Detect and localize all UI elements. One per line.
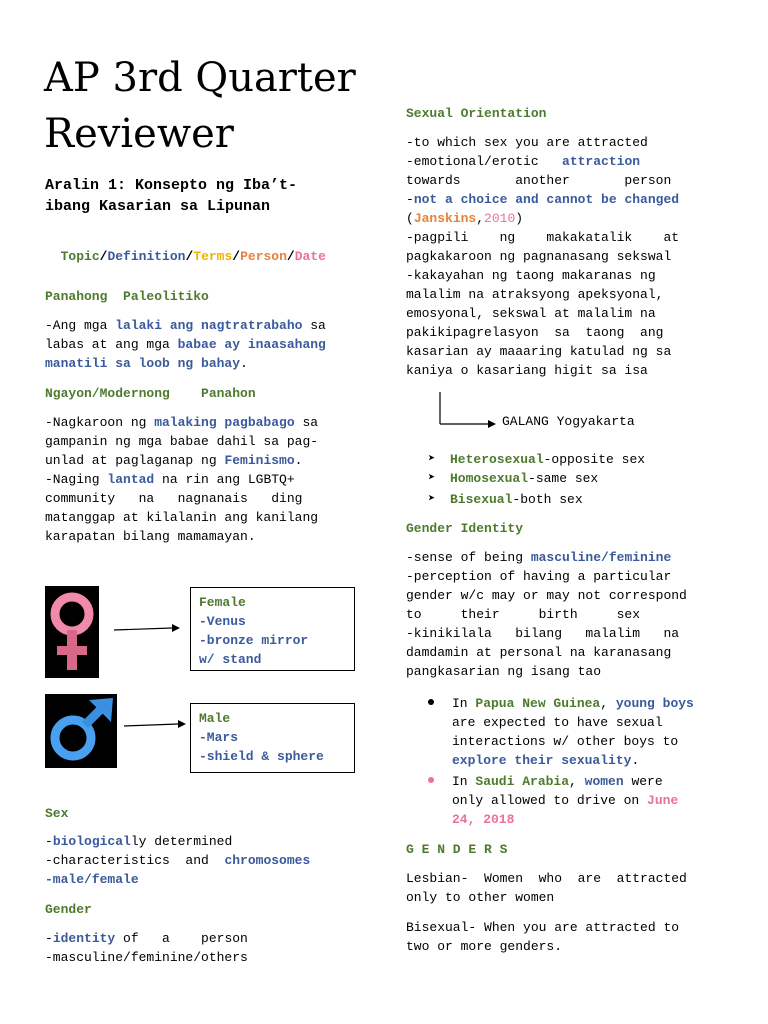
bullet-dot-icon	[428, 777, 434, 783]
orientation-heading: Sexual Orientation	[406, 106, 547, 121]
text: sa	[302, 318, 326, 333]
arrow-bullet-icon: ➤	[428, 492, 436, 506]
type-desc: -both sex	[512, 492, 583, 507]
type-desc: -opposite sex	[543, 452, 646, 467]
orientation-line-12: kasarian ay maaaring katulad ng sa	[406, 344, 672, 359]
legend-sep: /	[185, 249, 194, 264]
modern-line-1	[45, 413, 318, 432]
arrow-to-male-box	[124, 717, 186, 737]
page-title	[44, 52, 356, 160]
sex-line-2	[45, 851, 310, 870]
text: unlad at paglaganap ng	[45, 453, 225, 468]
male-symbol-icon	[45, 694, 117, 768]
highlight: masculine/feminine	[530, 550, 672, 565]
female-box-label: Female	[199, 595, 246, 610]
arrow-to-female-box	[114, 620, 180, 640]
date-highlight: June	[647, 793, 679, 808]
date-highlight: 2010	[484, 211, 516, 226]
example-1-line-3: interactions w/ other boys to	[452, 734, 679, 749]
example-2-line-3: 24, 2018	[452, 812, 515, 827]
galang-arrow	[436, 390, 496, 434]
text: sa	[294, 415, 319, 430]
genders-line-3: Bisexual- When you are attracted to	[406, 920, 680, 935]
text: (	[406, 211, 414, 226]
genders-line-2: only to other women	[406, 890, 555, 905]
female-box-line-4: w/ stand	[199, 652, 262, 667]
orientation-line-6: -pagpili ng makakatalik at	[406, 230, 680, 245]
arrow-bullet-icon: ➤	[428, 452, 436, 466]
highlight: women	[584, 774, 624, 789]
identity-heading: Gender Identity	[406, 521, 524, 536]
text: ,	[476, 211, 485, 226]
highlight: chromosomes	[224, 853, 311, 868]
highlight: Feminismo	[224, 453, 295, 468]
modern-line-2: gampanin ng mga babae dahil sa pag-	[45, 434, 319, 449]
place-highlight: Saudi Arabia	[475, 774, 570, 789]
modern-line-6: matanggap at kilalanin ang kanilang	[45, 510, 319, 525]
orientation-line-3: towards another person	[406, 173, 672, 188]
male-box-line-3: -shield & sphere	[199, 749, 324, 764]
orientation-line-1: -to which sex you are attracted	[406, 135, 648, 150]
highlight: babae ay inaasahang	[177, 337, 326, 352]
orientation-line-13: kaniya o kasariang higit sa isa	[406, 363, 648, 378]
identity-line-5: -kinikilala bilang malalim na	[406, 626, 680, 641]
orientation-line-8: -kakayahan ng taong makaranas ng	[406, 268, 656, 283]
orientation-line-11: pakikipagrelasyon sa taong ang	[406, 325, 664, 340]
legend-topic: Topic	[60, 249, 100, 264]
gender-line-2: -masculine/feminine/others	[45, 950, 248, 965]
text: of a person	[115, 931, 248, 946]
gender-heading: Gender	[45, 902, 92, 917]
example-2-line-1	[452, 772, 663, 791]
sex-heading: Sex	[45, 806, 69, 821]
highlight: biological	[52, 834, 131, 849]
example-1-line-4	[452, 751, 639, 770]
text: na rin ang LGBTQ+	[154, 472, 295, 487]
modern-line-7: karapatan bilang mamamayan.	[45, 529, 256, 544]
arrow-bullet-icon: ➤	[428, 471, 436, 485]
highlight: malaking pagbabago	[154, 415, 295, 430]
bullet-dot-icon	[428, 699, 434, 705]
genders-heading: G E N D E R S	[406, 842, 508, 857]
paleolitiko-line-3	[45, 354, 248, 373]
paleolitiko-heading: Panahong Paleolitiko	[45, 289, 209, 304]
highlight: attraction	[562, 154, 641, 169]
highlight: manatili sa loob ng bahay	[45, 356, 241, 371]
female-box-line-2: -Venus	[199, 614, 246, 629]
type-term: Bisexual	[450, 492, 513, 507]
text: ,	[569, 774, 585, 789]
text: -Ang mga	[45, 318, 116, 333]
identity-line-1	[406, 548, 671, 567]
identity-line-6: damdamin at personal na karanasang	[406, 645, 672, 660]
modern-line-5: community na nagnanais ding	[45, 491, 303, 506]
text: -	[406, 192, 414, 207]
text: -emotional/erotic	[406, 154, 563, 169]
type-desc: -same sex	[528, 471, 599, 486]
legend-sep: /	[232, 249, 241, 264]
modern-line-4	[45, 470, 295, 489]
text: .	[294, 453, 303, 468]
male-box-line-2: -Mars	[199, 730, 239, 745]
text: -sense of being	[406, 550, 531, 565]
legend-definition: Definition	[107, 249, 186, 264]
text: labas at ang mga	[45, 337, 178, 352]
color-legend	[45, 228, 326, 266]
text: -characteristics and	[45, 853, 225, 868]
highlight: identity	[52, 931, 116, 946]
text: only allowed to drive on	[452, 793, 648, 808]
text: .	[631, 753, 640, 768]
highlight: young boys	[615, 696, 694, 711]
text: )	[515, 211, 524, 226]
text: .	[240, 356, 248, 371]
legend-sep: /	[286, 249, 295, 264]
identity-line-3: gender w/c may or may not correspond	[406, 588, 687, 603]
title-line-1: AP 3rd Quarter	[44, 55, 356, 101]
text: ,	[600, 696, 616, 711]
orientation-line-7: pagkakaroon ng pagnanasang sekswal	[406, 249, 672, 264]
highlight: explore their sexuality	[452, 753, 632, 768]
identity-line-7: pangkasarian ng isang tao	[406, 664, 602, 679]
text: -Nagkaroon ng	[45, 415, 155, 430]
example-2-line-2	[452, 791, 678, 810]
highlight: not a choice and cannot be changed	[413, 192, 680, 207]
sex-line-1	[45, 832, 232, 851]
person-highlight: Janskins	[413, 211, 477, 226]
orientation-line-4	[406, 190, 679, 209]
modern-heading: Ngayon/Modernong Panahon	[45, 386, 256, 401]
lesson-subtitle	[45, 175, 297, 217]
sex-line-3: -male/female	[45, 872, 139, 887]
example-1-line-1	[452, 694, 694, 713]
orientation-line-5	[406, 209, 523, 228]
male-info-box	[190, 703, 355, 773]
gender-line-1	[45, 929, 248, 948]
modern-line-3	[45, 451, 302, 470]
orientation-line-2	[406, 152, 640, 171]
type-term: Heterosexual	[450, 452, 544, 467]
highlight: lalaki ang nagtratrabaho	[115, 318, 303, 333]
text: In	[452, 696, 476, 711]
orientation-line-10: emosyonal, sekswal at malalim na	[406, 306, 656, 321]
female-symbol-icon	[45, 586, 99, 678]
text: In	[452, 774, 476, 789]
text: ly determined	[130, 834, 233, 849]
identity-line-4: to their birth sex	[406, 607, 641, 622]
orientation-line-9: malalim na atraksyong apeksyonal,	[406, 287, 664, 302]
female-info-box	[190, 587, 355, 671]
text: -	[45, 931, 53, 946]
galang-label: GALANG Yogyakarta	[502, 414, 635, 429]
legend-terms: Terms	[193, 249, 233, 264]
legend-sep: /	[99, 249, 108, 264]
type-term: Homosexual	[450, 471, 529, 486]
title-line-2: Reviewer	[44, 111, 234, 157]
example-1-line-2: are expected to have sexual	[452, 715, 663, 730]
subtitle-line-2: ibang Kasarian sa Lipunan	[45, 198, 271, 215]
text: -	[45, 834, 53, 849]
paleolitiko-line-1	[45, 316, 326, 335]
legend-date: Date	[294, 249, 326, 264]
text: were	[623, 774, 663, 789]
subtitle-line-1: Aralin 1: Konsepto ng Iba’t-	[45, 177, 298, 194]
genders-line-4: two or more genders.	[406, 939, 563, 954]
paleolitiko-line-2	[45, 335, 326, 354]
identity-line-2: -perception of having a particular	[406, 569, 672, 584]
male-box-label: Male	[199, 711, 231, 726]
text: -Naging	[45, 472, 108, 487]
genders-line-1: Lesbian- Women who are attracted	[406, 871, 687, 886]
place-highlight: Papua New Guinea	[475, 696, 601, 711]
female-box-line-3: -bronze mirror	[199, 633, 309, 648]
highlight: lantad	[107, 472, 155, 487]
legend-person: Person	[240, 249, 287, 264]
